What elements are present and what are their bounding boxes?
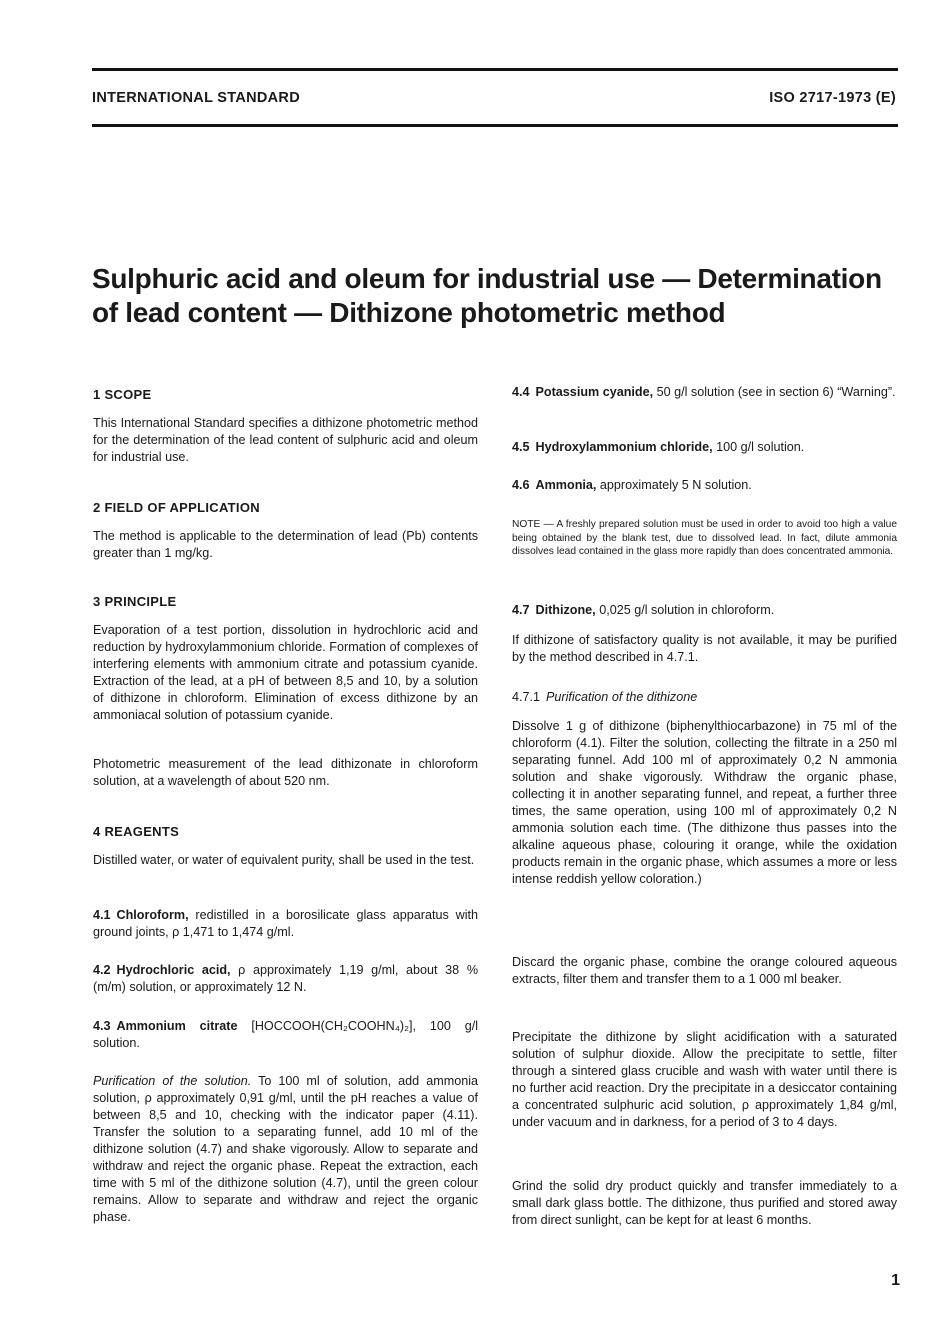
reagent-number: 4.3 bbox=[93, 1019, 111, 1033]
reagent-name: Hydrochloric acid, bbox=[116, 963, 231, 977]
purification-label: Purification of the solution. bbox=[93, 1074, 252, 1088]
reagent-number: 4.1 bbox=[93, 908, 111, 922]
reagent-description: redistilled in a borosilicate glass apparatus with ground joints, ρ 1,471 to 1,474 g/ml. bbox=[93, 908, 478, 939]
reagent-description: 0,025 g/l solution in chloroform. bbox=[599, 603, 775, 617]
reagent-4-3 bbox=[93, 1018, 478, 1052]
principle-heading: 3 PRINCIPLE bbox=[93, 594, 177, 609]
reagent-name: Ammonia, bbox=[535, 478, 597, 492]
reagent-description: ρ approximately 1,19 g/ml, about 38 % (m/m) solution, or approximately 12 N. bbox=[93, 963, 479, 994]
reagent-number: 4.6 bbox=[512, 478, 530, 492]
top-rule bbox=[92, 68, 898, 71]
reagent-4-1 bbox=[93, 907, 478, 941]
purification-step-3: Precipitate the dithizone by slight acidification with a saturated solution of sulphur dioxide. Allow the precipitate to settle, filter through a sintered glass crucible and wash with water until there is no further acid reaction. Dry the precipitate in a desiccator containing a concentrated sulphuric acid solution, ρ approximately 1,84 g/ml, under vacuum and in darkness, for a period of 3 to 4 days. bbox=[512, 1030, 897, 1129]
reagent-description: 100 g/l solution. bbox=[716, 440, 805, 454]
reagent-name: Ammonium citrate bbox=[116, 1019, 238, 1033]
purification-of-solution bbox=[93, 1073, 478, 1226]
standard-number: ISO 2717-1973 (E) bbox=[769, 90, 896, 106]
scope-heading: 1 SCOPE bbox=[93, 387, 152, 402]
field-heading: 2 FIELD OF APPLICATION bbox=[93, 500, 260, 515]
purification-step-4: Grind the solid dry product quickly and transfer immediately to a small dark glass bottle. The dithizone, thus purified and stored away from direct sunlight, can be kept for at least 6 months. bbox=[512, 1179, 897, 1227]
page-number: 1 bbox=[891, 1272, 900, 1289]
field-text: The method is applicable to the determination of lead (Pb) contents greater than 1 mg/kg. bbox=[93, 529, 478, 560]
subsection-title: Purification of the dithizone bbox=[546, 690, 698, 704]
reagent-description: approximately 5 N solution. bbox=[599, 478, 752, 492]
purification-step-1: Dissolve 1 g of dithizone (biphenylthiocarbazone) in 75 ml of the chloroform (4.1). Filter the solution, collecting the filtrate in a 250 ml separating funnel. Add 100 ml of approximately 0,2 N ammonia solution and shake vigorously. Withdraw the organic phase, collecting it in another separating funnel, and repeat, a further three times, the same operation, using 100 ml of approximately 0,2 N ammonia solution each time. (The dithizone thus passes into the alkaline aqueous phase, colouring it orange, while the oxidation products remain in the organic phase, which assumes a more or less intense reddish yellow coloration.) bbox=[512, 719, 897, 886]
ammonia-note: NOTE — A freshly prepared solution must be used in order to avoid too high a value being obtained by the blank test, due to dissolved lead. In fact, dilute ammonia dissolves lead contained in the glass more rapidly than does concentrated ammonia. bbox=[512, 519, 897, 557]
scope-text: This International Standard specifies a dithizone photometric method for the determination of the lead content of sulphuric acid and oleum for industrial use. bbox=[93, 416, 478, 464]
document-title: Sulphuric acid and oleum for industrial use — Determination of lead content — Dithizone photometric method bbox=[92, 263, 882, 328]
reagent-4-5 bbox=[512, 439, 897, 456]
reagent-number: 4.7 bbox=[512, 603, 530, 617]
purification-text: To 100 ml of solution, add ammonia solution, ρ approximately 0,91 g/ml, until the pH reaches a value of between 8,5 and 10, checking with the indicator paper (4.11). Transfer the solution to a separating funnel, add 10 ml of the dithizone solution (4.7) and shake vigorously. Allow to separate and withdraw and reject the organic phase. Repeat the extraction, each time with 5 ml of the dithizone solution (4.7), until the green colour remains. Allow to separate and withdraw and reject the organic phase. bbox=[93, 1074, 479, 1224]
purification-step-2: Discard the organic phase, combine the orange coloured aqueous extracts, filter them and transfer them to a 1 000 ml beaker. bbox=[512, 955, 897, 986]
reagent-name: Potassium cyanide, bbox=[535, 385, 654, 399]
reagent-4-7 bbox=[512, 602, 897, 619]
subsection-4-7-1-heading bbox=[512, 689, 897, 706]
standard-type-label: INTERNATIONAL STANDARD bbox=[92, 90, 300, 106]
reagent-number: 4.2 bbox=[93, 963, 111, 977]
dithizone-quality-text: If dithizone of satisfactory quality is not available, it may be purified by the method described in 4.7.1. bbox=[512, 633, 897, 664]
reagent-description: 100 g/l solution. bbox=[93, 1019, 479, 1050]
reagent-formula: [HOCCOOH(CH₂COOHN₄)₂], bbox=[251, 1019, 416, 1033]
reagents-heading: 4 REAGENTS bbox=[93, 824, 180, 839]
reagent-name: Hydroxylammonium chloride, bbox=[535, 440, 713, 454]
principle-text-1: Evaporation of a test portion, dissolution in hydrochloric acid and reduction by hydroxylammonium chloride. Formation of complexes of interfering elements with ammonium citrate and potassium cyanide. Extraction of the lead, at a pH of between 8,5 and 10, by a solution of dithizone in chloroform. Elimination of excess dithizone by an ammoniacal solution of potassium cyanide. bbox=[93, 623, 478, 722]
reagent-number: 4.5 bbox=[512, 440, 530, 454]
principle-text-2: Photometric measurement of the lead dithizonate in chloroform solution, at a wavelength of about 520 nm. bbox=[93, 757, 478, 788]
reagent-4-6 bbox=[512, 477, 897, 494]
reagent-number: 4.4 bbox=[512, 385, 530, 399]
header-rule bbox=[92, 124, 898, 127]
reagent-name: Chloroform, bbox=[116, 908, 189, 922]
subsection-number: 4.7.1 bbox=[512, 690, 541, 704]
reagent-name: Dithizone, bbox=[535, 603, 596, 617]
reagent-4-4 bbox=[512, 384, 897, 401]
reagents-intro: Distilled water, or water of equivalent purity, shall be used in the test. bbox=[93, 853, 475, 867]
reagent-4-2 bbox=[93, 962, 478, 996]
reagent-description: 50 g/l solution (see in section 6) “Warning”. bbox=[656, 385, 896, 399]
